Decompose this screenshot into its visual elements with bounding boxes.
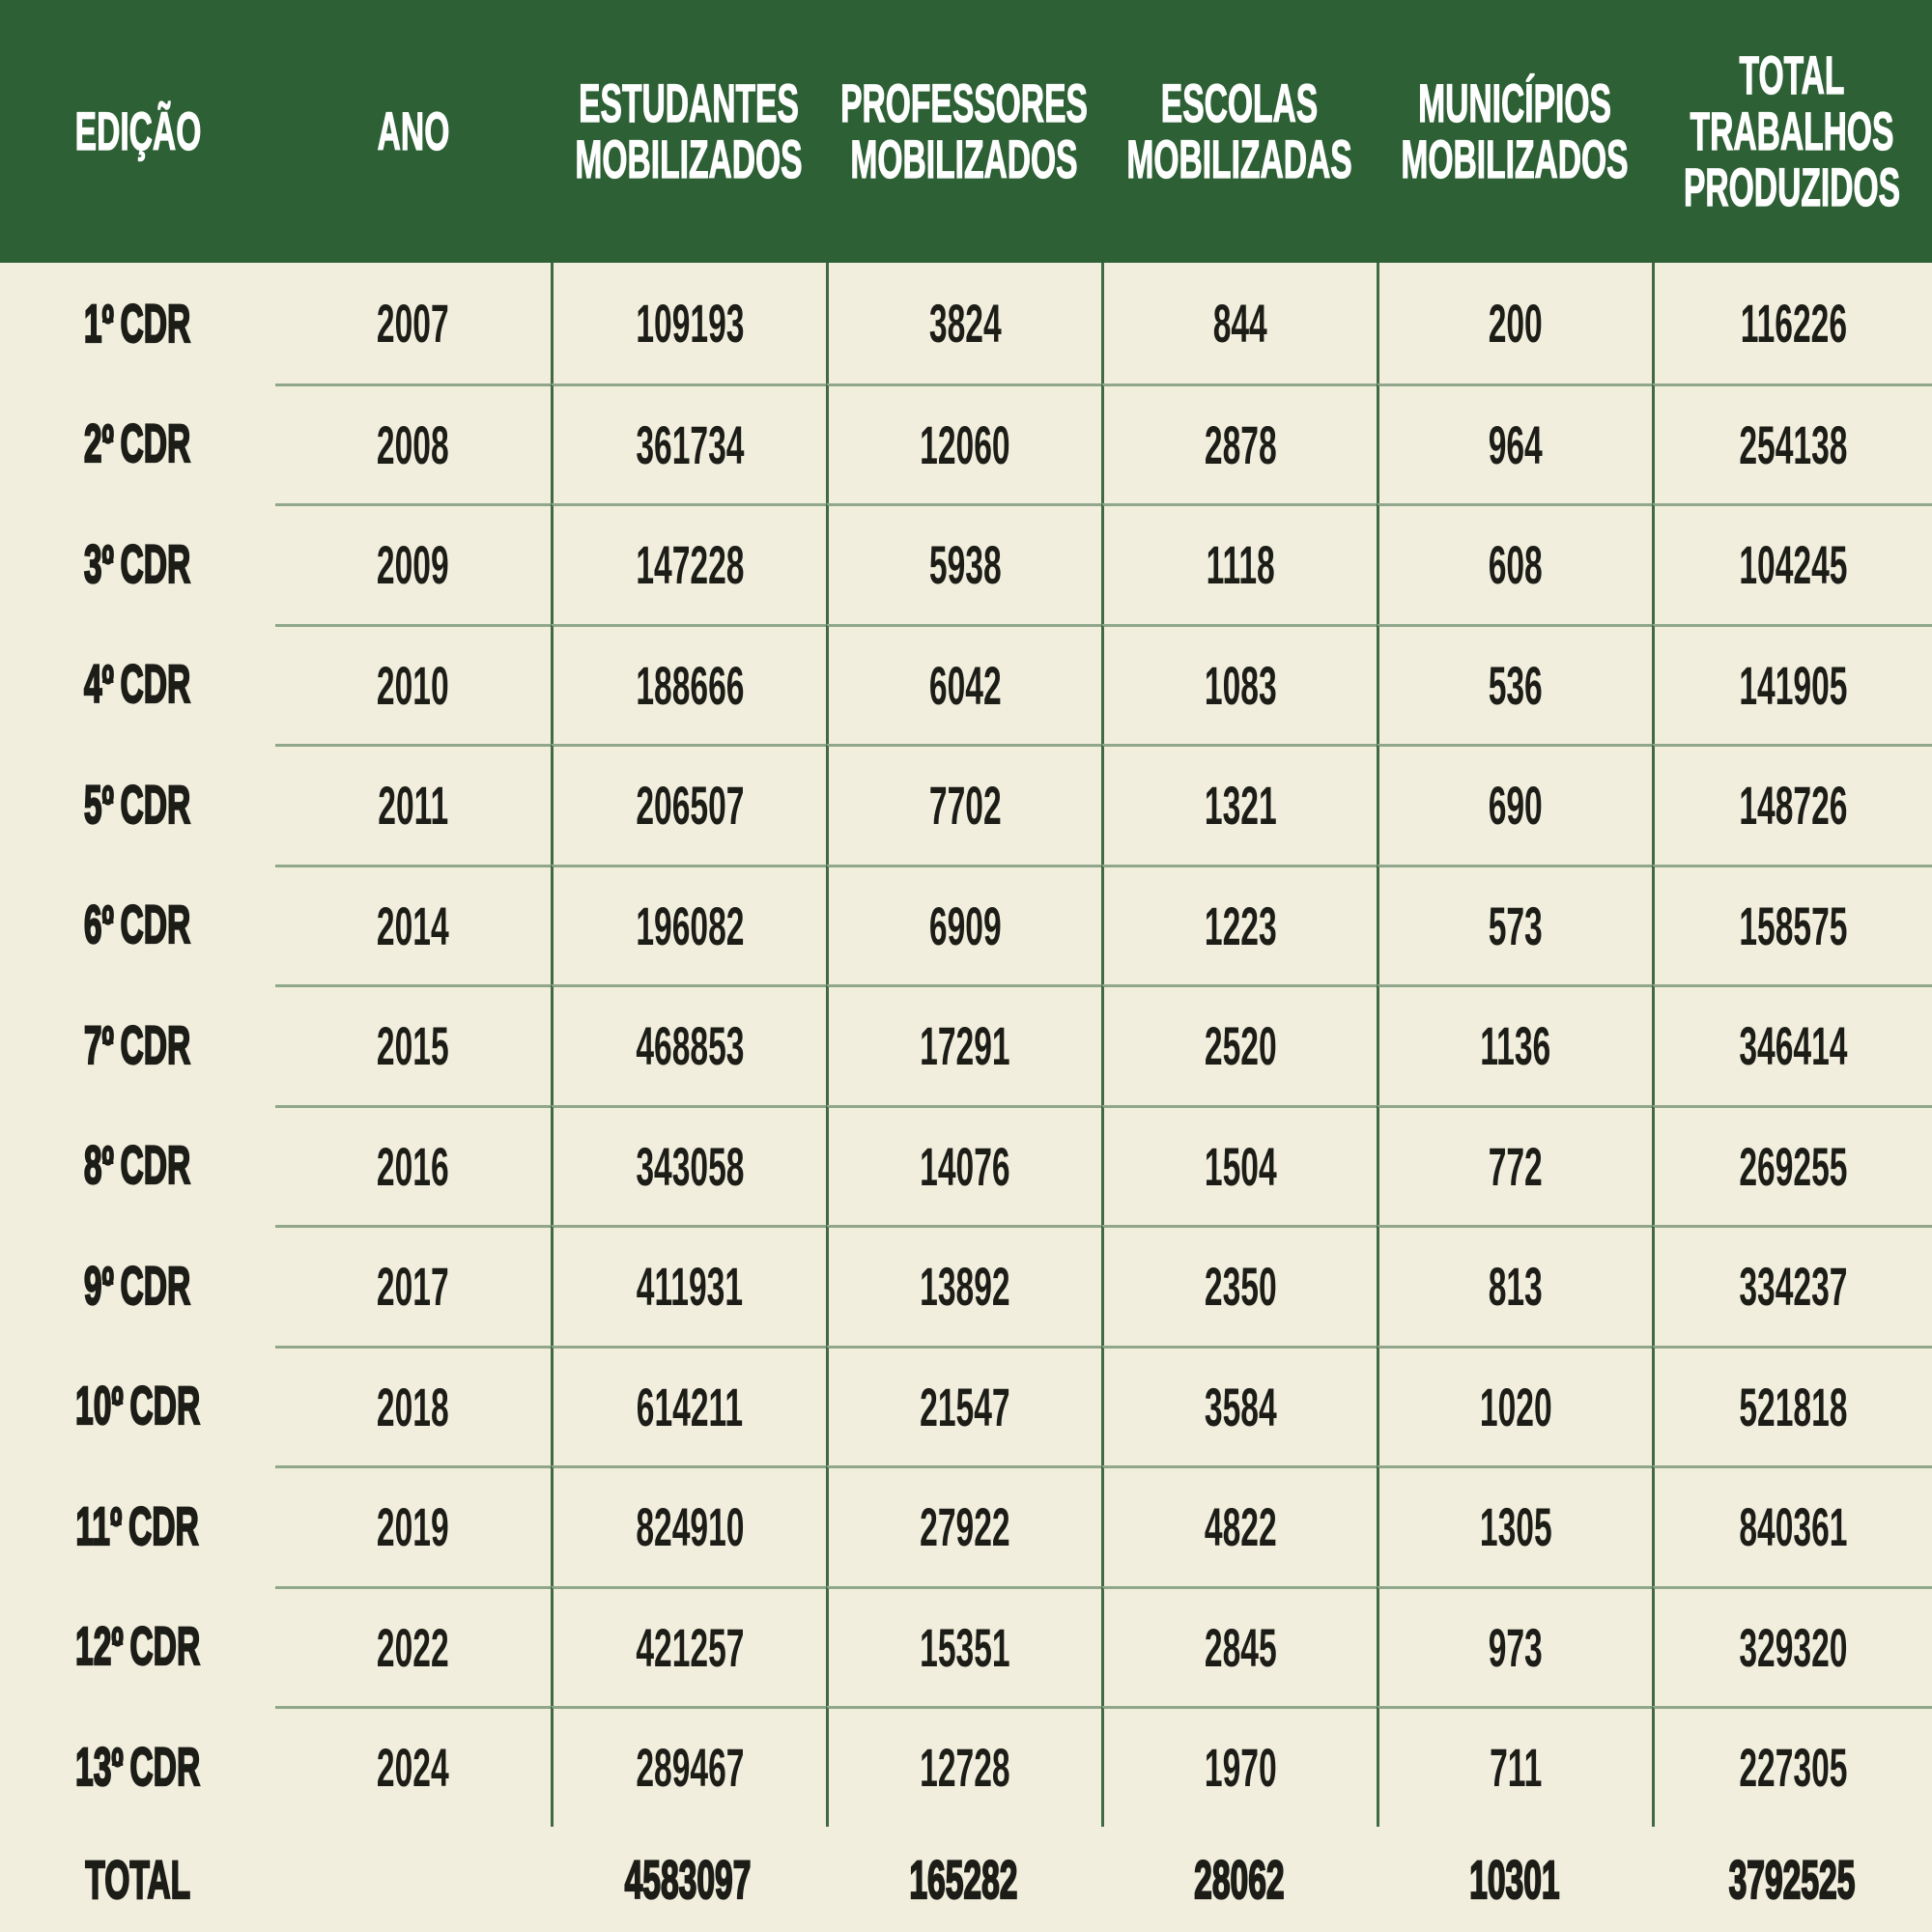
- edition-cell: [0, 984, 275, 1105]
- year-value: 2024: [377, 1737, 449, 1799]
- year-value: 2015: [377, 1015, 449, 1077]
- municipalities-value: 573: [1488, 895, 1544, 956]
- edition-label: [76, 1494, 199, 1557]
- students-cell: [551, 865, 826, 985]
- municipalities-value: 536: [1488, 654, 1544, 716]
- municipalities-value: 772: [1488, 1135, 1544, 1197]
- teachers-value: 13892: [920, 1256, 1010, 1318]
- municipalities-value: 964: [1488, 413, 1544, 475]
- schools-value: 2350: [1204, 1256, 1277, 1318]
- municipalities-cell: [1377, 384, 1652, 504]
- teachers-cell: [826, 984, 1101, 1105]
- works-cell: [1652, 1346, 1932, 1466]
- year-value: 2022: [377, 1616, 449, 1678]
- edition-label: [75, 1374, 200, 1436]
- schools-value: 2845: [1204, 1616, 1277, 1678]
- municipalities-value: 1136: [1480, 1015, 1551, 1077]
- schools-value: 3584: [1204, 1376, 1277, 1437]
- edition-cell: [0, 263, 275, 384]
- teachers-cell: [826, 1346, 1101, 1466]
- works-value: 104245: [1739, 534, 1848, 596]
- works-value: 148726: [1739, 775, 1848, 837]
- edition-label: [84, 412, 190, 474]
- edition-type: CDR: [120, 1254, 191, 1316]
- works-cell: [1652, 1225, 1932, 1346]
- schools-cell: [1101, 744, 1377, 865]
- footer-municipalities-cell: [1377, 1827, 1652, 1932]
- students-value: 468853: [635, 1015, 745, 1077]
- teachers-cell: [826, 384, 1101, 504]
- year-cell: [275, 263, 551, 384]
- year-value: 2014: [377, 895, 449, 956]
- students-cell: [551, 263, 826, 384]
- students-cell: [551, 624, 826, 745]
- edition-label: [84, 292, 190, 355]
- municipalities-cell: [1377, 744, 1652, 865]
- students-value: 343058: [635, 1135, 745, 1197]
- students-cell: [551, 744, 826, 865]
- year-cell: [275, 624, 551, 745]
- ordinal-indicator: º: [101, 412, 115, 474]
- header-estudantes: [551, 0, 826, 263]
- footer-teachers-cell: [826, 1827, 1101, 1932]
- header-professores: [826, 0, 1101, 263]
- municipalities-cell: [1377, 1465, 1652, 1586]
- municipalities-cell: [1377, 503, 1652, 624]
- edition-number: 13: [74, 1735, 112, 1797]
- ordinal-indicator: º: [101, 532, 115, 594]
- teachers-cell: [826, 744, 1101, 865]
- header-escolas: [1101, 0, 1377, 263]
- year-cell: [275, 1346, 551, 1466]
- students-cell: [551, 1105, 826, 1226]
- schools-value: 1083: [1204, 654, 1277, 716]
- edition-cell: [0, 1465, 275, 1586]
- students-value: 196082: [635, 895, 745, 956]
- teachers-cell: [826, 263, 1101, 384]
- students-cell: [551, 984, 826, 1105]
- schools-value: 2520: [1204, 1015, 1277, 1077]
- teachers-cell: [826, 624, 1101, 745]
- schools-value: 1321: [1204, 775, 1277, 837]
- year-cell: [275, 384, 551, 504]
- works-cell: [1652, 1105, 1932, 1226]
- edition-cell: [0, 744, 275, 865]
- works-value: 116226: [1740, 292, 1847, 354]
- works-cell: [1652, 865, 1932, 985]
- teachers-value: 6042: [928, 654, 1002, 716]
- edition-type: CDR: [120, 894, 191, 955]
- year-cell: [275, 865, 551, 985]
- header-estudantes-label: ESTUDANTES MOBILIZADOS: [574, 72, 803, 189]
- works-value: 334237: [1739, 1256, 1848, 1318]
- schools-cell: [1101, 1706, 1377, 1827]
- schools-value: 1223: [1204, 895, 1277, 956]
- edition-type: CDR: [128, 1494, 200, 1556]
- ordinal-indicator: º: [101, 292, 115, 354]
- municipalities-value: 608: [1488, 534, 1544, 596]
- ordinal-indicator: º: [101, 1134, 115, 1196]
- edition-number: 1: [84, 292, 102, 354]
- edition-cell: [0, 384, 275, 504]
- teachers-value: 7702: [928, 775, 1002, 837]
- ordinal-indicator: º: [111, 1615, 124, 1677]
- works-cell: [1652, 503, 1932, 624]
- edition-number: 8: [84, 1134, 102, 1196]
- works-cell: [1652, 1465, 1932, 1586]
- schools-value: 4822: [1204, 1496, 1277, 1558]
- municipalities-value: 973: [1488, 1616, 1544, 1678]
- municipalities-value: 690: [1488, 775, 1544, 837]
- schools-cell: [1101, 984, 1377, 1105]
- works-value: 158575: [1739, 895, 1848, 956]
- students-cell: [551, 1465, 826, 1586]
- edition-number: 5: [84, 773, 102, 835]
- edition-cell: [0, 1706, 275, 1827]
- works-cell: [1652, 984, 1932, 1105]
- year-value: 2007: [377, 292, 449, 354]
- teachers-value: 3824: [928, 292, 1002, 354]
- edition-label: [84, 773, 190, 836]
- schools-cell: [1101, 503, 1377, 624]
- footer-schools-cell: [1101, 1827, 1377, 1932]
- header-total-label: TOTAL TRABALHOS PRODUZIDOS: [1683, 44, 1901, 217]
- municipalities-cell: [1377, 1105, 1652, 1226]
- teachers-value: 17291: [920, 1015, 1010, 1077]
- footer-works-value: 3792525: [1728, 1848, 1856, 1910]
- edition-number: 10: [74, 1375, 112, 1436]
- header-ano-label: ANO: [377, 100, 449, 161]
- edition-number: 2: [84, 412, 102, 474]
- students-value: 188666: [635, 654, 745, 716]
- edition-type: CDR: [129, 1615, 201, 1677]
- schools-cell: [1101, 1465, 1377, 1586]
- edition-cell: [0, 1105, 275, 1226]
- year-value: 2010: [377, 654, 449, 716]
- edition-type: CDR: [120, 1013, 191, 1075]
- edition-cell: [0, 1225, 275, 1346]
- students-value: 147228: [635, 534, 745, 596]
- header-total: [1652, 0, 1932, 263]
- edition-type: CDR: [120, 292, 191, 354]
- edition-type: CDR: [120, 412, 191, 474]
- works-value: 346414: [1739, 1015, 1848, 1077]
- ordinal-indicator: º: [101, 1254, 115, 1316]
- edition-cell: [0, 624, 275, 745]
- teachers-cell: [826, 1586, 1101, 1707]
- teachers-cell: [826, 503, 1101, 624]
- year-cell: [275, 1465, 551, 1586]
- footer-students-value: 4583097: [625, 1848, 752, 1910]
- municipalities-cell: [1377, 624, 1652, 745]
- year-cell: [275, 744, 551, 865]
- header-edicao: [0, 0, 275, 263]
- footer-label-cell: [0, 1827, 275, 1932]
- teachers-value: 5938: [928, 534, 1002, 596]
- teachers-value: 15351: [920, 1616, 1010, 1678]
- year-cell: [275, 1586, 551, 1707]
- edition-number: 6: [84, 894, 102, 955]
- schools-cell: [1101, 624, 1377, 745]
- students-value: 361734: [635, 413, 745, 475]
- students-cell: [551, 503, 826, 624]
- municipalities-value: 1305: [1479, 1496, 1552, 1558]
- works-value: 840361: [1739, 1496, 1848, 1558]
- header-ano: [275, 0, 551, 263]
- schools-value: 1504: [1204, 1135, 1277, 1197]
- edition-number: 9: [84, 1254, 102, 1316]
- header-municipios: [1377, 0, 1652, 263]
- footer-municipalities-value: 10301: [1468, 1848, 1560, 1910]
- students-value: 411931: [636, 1256, 744, 1318]
- edition-label: [84, 532, 190, 595]
- edition-type: CDR: [120, 532, 191, 594]
- teachers-value: 21547: [920, 1376, 1010, 1437]
- works-value: 254138: [1739, 413, 1848, 475]
- works-cell: [1652, 384, 1932, 504]
- year-value: 2009: [377, 534, 449, 596]
- students-cell: [551, 1225, 826, 1346]
- header-edicao-label: EDIÇÃO: [74, 100, 201, 161]
- works-cell: [1652, 744, 1932, 865]
- header-municipios-label: MUNICÍPIOS MOBILIZADOS: [1400, 72, 1629, 189]
- year-value: 2011: [378, 775, 448, 837]
- schools-cell: [1101, 263, 1377, 384]
- edition-type: CDR: [120, 653, 191, 715]
- municipalities-cell: [1377, 865, 1652, 985]
- year-value: 2017: [377, 1256, 449, 1318]
- edition-number: 7: [84, 1013, 102, 1075]
- edition-type: CDR: [129, 1735, 201, 1797]
- students-cell: [551, 1706, 826, 1827]
- municipalities-cell: [1377, 1706, 1652, 1827]
- students-value: 614211: [636, 1376, 744, 1437]
- schools-cell: [1101, 1586, 1377, 1707]
- teachers-cell: [826, 1706, 1101, 1827]
- year-cell: [275, 1706, 551, 1827]
- footer-label: TOTAL: [85, 1848, 190, 1910]
- footer-students-cell: [551, 1827, 826, 1932]
- ordinal-indicator: º: [101, 1013, 115, 1075]
- ordinal-indicator: º: [101, 773, 115, 835]
- teachers-cell: [826, 1465, 1101, 1586]
- ordinal-indicator: º: [101, 894, 115, 955]
- works-cell: [1652, 624, 1932, 745]
- edition-label: [84, 1133, 190, 1196]
- year-cell: [275, 984, 551, 1105]
- students-value: 206507: [635, 775, 745, 837]
- edition-number: 11: [75, 1494, 111, 1556]
- schools-cell: [1101, 1346, 1377, 1466]
- year-value: 2018: [377, 1376, 449, 1437]
- teachers-value: 27922: [920, 1496, 1010, 1558]
- works-cell: [1652, 263, 1932, 384]
- edition-number: 3: [84, 532, 102, 594]
- teachers-cell: [826, 1105, 1101, 1226]
- students-value: 824910: [635, 1496, 745, 1558]
- ordinal-indicator: º: [110, 1494, 123, 1556]
- year-value: 2019: [377, 1496, 449, 1558]
- edition-label: [84, 1013, 190, 1076]
- students-value: 289467: [635, 1737, 745, 1799]
- ordinal-indicator: º: [101, 653, 115, 715]
- year-cell: [275, 1225, 551, 1346]
- header-escolas-label: ESCOLAS MOBILIZADAS: [1125, 72, 1352, 189]
- schools-value: 1970: [1204, 1737, 1277, 1799]
- teachers-value: 6909: [928, 895, 1002, 956]
- edition-type: CDR: [120, 773, 191, 835]
- works-value: 227305: [1739, 1737, 1848, 1799]
- teachers-cell: [826, 1225, 1101, 1346]
- year-value: 2016: [377, 1135, 449, 1197]
- ordinal-indicator: º: [111, 1375, 124, 1436]
- year-value: 2008: [377, 413, 449, 475]
- year-cell: [275, 503, 551, 624]
- students-cell: [551, 1346, 826, 1466]
- edition-label: [84, 1254, 190, 1317]
- municipalities-value: 1020: [1479, 1376, 1552, 1437]
- municipalities-cell: [1377, 984, 1652, 1105]
- students-cell: [551, 1586, 826, 1707]
- edition-cell: [0, 1586, 275, 1707]
- students-value: 109193: [635, 292, 745, 354]
- students-cell: [551, 384, 826, 504]
- schools-value: 1118: [1206, 534, 1275, 596]
- edition-number: 4: [84, 653, 102, 715]
- municipalities-value: 711: [1489, 1737, 1543, 1799]
- municipalities-value: 200: [1488, 292, 1544, 354]
- edition-cell: [0, 1346, 275, 1466]
- schools-cell: [1101, 1225, 1377, 1346]
- schools-cell: [1101, 384, 1377, 504]
- edition-label: [84, 652, 190, 715]
- edition-type: CDR: [129, 1375, 201, 1436]
- footer-schools-value: 28062: [1193, 1848, 1285, 1910]
- footer-year-cell: [275, 1827, 551, 1932]
- works-value: 269255: [1739, 1135, 1848, 1197]
- municipalities-cell: [1377, 1225, 1652, 1346]
- students-value: 421257: [635, 1616, 745, 1678]
- teachers-value: 14076: [920, 1135, 1010, 1197]
- header-professores-label: PROFESSORES MOBILIZADOS: [839, 72, 1088, 189]
- footer-works-cell: [1652, 1827, 1932, 1932]
- municipalities-cell: [1377, 1346, 1652, 1466]
- teachers-value: 12060: [920, 413, 1010, 475]
- edition-label: [84, 893, 190, 955]
- schools-value: 2878: [1204, 413, 1277, 475]
- edition-number: 12: [74, 1615, 112, 1677]
- footer-teachers-value: 165282: [909, 1848, 1018, 1910]
- municipalities-value: 813: [1488, 1256, 1544, 1318]
- teachers-value: 12728: [920, 1737, 1010, 1799]
- teachers-cell: [826, 865, 1101, 985]
- works-cell: [1652, 1586, 1932, 1707]
- edition-type: CDR: [120, 1134, 191, 1196]
- schools-cell: [1101, 1105, 1377, 1226]
- edition-cell: [0, 865, 275, 985]
- works-cell: [1652, 1706, 1932, 1827]
- edition-label: [75, 1735, 200, 1798]
- edition-cell: [0, 503, 275, 624]
- works-value: 141905: [1739, 654, 1848, 716]
- schools-value: 844: [1212, 292, 1268, 354]
- ordinal-indicator: º: [111, 1735, 124, 1797]
- municipalities-cell: [1377, 1586, 1652, 1707]
- schools-cell: [1101, 865, 1377, 985]
- works-value: 521818: [1739, 1376, 1848, 1437]
- works-value: 329320: [1739, 1616, 1848, 1678]
- edition-label: [75, 1614, 200, 1677]
- year-cell: [275, 1105, 551, 1226]
- municipalities-cell: [1377, 263, 1652, 384]
